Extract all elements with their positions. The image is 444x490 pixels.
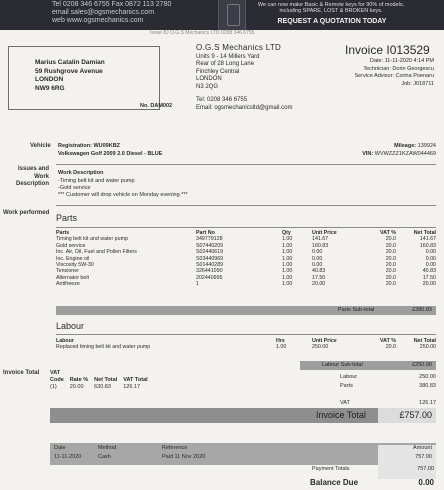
- payment-method: Cash: [98, 454, 111, 460]
- cell: Timing belt kit and water pump: [56, 236, 128, 243]
- cell: 20.0: [385, 255, 396, 262]
- col-header: Code: [50, 377, 64, 383]
- balance-due-value: 0.00: [418, 478, 434, 487]
- cell: S01440289: [196, 262, 224, 269]
- work-description-line: -Timing belt kit and water pump: [58, 178, 135, 184]
- cell: 1.00: [276, 344, 287, 351]
- work-description-line: -Gold service: [58, 185, 91, 191]
- invoice-total-bar: [50, 408, 436, 423]
- summary-label: VAT: [340, 400, 350, 406]
- cell: 20.00: [422, 281, 436, 288]
- cell: 126.17: [123, 384, 141, 390]
- summary-row: [300, 399, 436, 408]
- col-header: Labour: [56, 338, 74, 344]
- customer-address-line: LONDON: [35, 76, 64, 83]
- cell: 20.0: [385, 268, 396, 275]
- invoice-job: Job: J018711: [401, 80, 434, 87]
- mileage-value: 139924: [417, 143, 436, 149]
- cell: S03440969: [196, 255, 224, 262]
- cell: 20.0: [385, 262, 396, 269]
- invoice-total-side-label: Invoice Total: [3, 370, 40, 376]
- cell: Tensioner: [56, 268, 79, 275]
- col-header: Method: [98, 445, 117, 451]
- payment-totals-value: 757.00: [417, 466, 434, 472]
- col-header: VAT Total: [123, 377, 148, 383]
- cell: 20.0: [385, 281, 396, 288]
- vat-breakdown: [50, 370, 154, 391]
- cell: 20.00: [312, 281, 326, 288]
- invoice-technician: Technician: Dorin Georgescu: [363, 65, 434, 72]
- parts-heading: Parts: [56, 213, 78, 223]
- contact-line: email sales@ogsmechanics.com: [52, 9, 155, 16]
- cell: 20.0: [385, 344, 396, 351]
- divider: [56, 334, 436, 335]
- payment-amount-column: [378, 445, 436, 479]
- cell: S07440209: [196, 242, 224, 249]
- col-header: Net Total: [413, 230, 436, 236]
- cell: Gold service: [56, 242, 86, 249]
- customer-name: Marius Catalin Damian: [35, 59, 105, 66]
- letterhead-banner: [0, 0, 444, 30]
- cell: 20.0: [385, 249, 396, 256]
- payment-totals-label: Payment Totals: [312, 466, 350, 472]
- col-header: VAT %: [380, 230, 396, 236]
- labour-subtotal-label: Labour Sub-total: [322, 362, 363, 368]
- table-row: [50, 384, 154, 391]
- cell: 0.00: [312, 255, 323, 262]
- cell: 326441090: [196, 268, 223, 275]
- cell: 202440995: [196, 274, 223, 281]
- labour-table: [56, 338, 436, 351]
- cell: 1.00: [282, 274, 293, 281]
- vat-header-row: [50, 377, 154, 384]
- cell: 1: [196, 281, 199, 288]
- cell: (1): [50, 384, 57, 390]
- col-header: Part No: [196, 230, 215, 236]
- company-block: [196, 44, 292, 112]
- invoice-meta: [330, 58, 434, 88]
- cell: 20.0: [385, 274, 396, 281]
- col-header: Qty: [282, 230, 291, 236]
- col-header: Amount: [413, 445, 432, 451]
- cell: 1.00: [282, 281, 293, 288]
- cell: 1.00: [282, 236, 293, 243]
- invoice-date: Date: 11-11-2020 4:14 PM: [369, 58, 434, 64]
- col-header: Net Total: [94, 377, 118, 383]
- summary-label: Parts: [340, 383, 353, 389]
- cell: 20.0: [385, 242, 396, 249]
- cell: 0.00: [425, 262, 436, 269]
- company-email: Email: ogsmechanicsltd@gmail.com: [196, 104, 293, 111]
- parts-subtotal-bar: [56, 306, 436, 315]
- vehicle-label: Vehicle: [30, 143, 51, 149]
- cell: Antifreeze: [56, 281, 80, 288]
- invoice-advisor: Service Advisor: Corina Poenaru: [354, 73, 434, 79]
- divider: [56, 205, 436, 206]
- payment-reference: Paid 11 Nov 2020: [162, 454, 206, 460]
- letterhead-subline: Issue 8J O.G.S Mechanics LTD 0208 346 6755: [150, 30, 255, 36]
- cell: 20.00: [69, 384, 84, 390]
- cell: S02440619: [196, 249, 224, 256]
- work-description-line: *** Customer will drop vehicle on Monday evening ***: [58, 192, 188, 198]
- cell: 1.00: [282, 249, 293, 256]
- payments-table: [50, 443, 436, 465]
- key-fob-image: [218, 0, 246, 30]
- vehicle-registration: Registration: WU09KBZ: [58, 143, 121, 149]
- payment-date: 11-11-2020: [54, 454, 82, 460]
- contact-line: Tel 0208 346 6755 Fax 0872 113 2780: [52, 1, 172, 8]
- company-address-line: Rear of 28 Long Lane: [196, 61, 255, 67]
- summary-row: [300, 382, 436, 391]
- request-quotation-banner: REQUEST A QUOTATION TODAY: [277, 18, 387, 25]
- parts-table: [56, 230, 436, 288]
- cell: 40.83: [422, 268, 436, 275]
- divider: [56, 227, 436, 228]
- customer-number: No. DAM002: [140, 103, 173, 109]
- cell: Inc. Engine oil: [56, 255, 90, 262]
- customer-postcode: NW9 6RG: [35, 84, 65, 92]
- customer-address-box: [8, 46, 160, 110]
- col-header: Rate %: [69, 377, 89, 383]
- cell: 1.00: [282, 255, 293, 262]
- col-header: Date: [54, 445, 66, 451]
- balance-due-label: Balance Due: [310, 478, 359, 487]
- table-row: [56, 344, 436, 350]
- cell: 160.83: [312, 242, 329, 249]
- cell: 141.67: [312, 236, 329, 243]
- table-row: [56, 281, 436, 287]
- cell: 0.00: [425, 255, 436, 262]
- vat-title: VAT: [50, 370, 61, 376]
- invoice-total-value: £757.00: [378, 408, 436, 423]
- cell: Inc. Air, Oil, Fuel and Pollen Filters: [56, 249, 137, 256]
- col-header: Net Total: [413, 338, 436, 344]
- summary-value: 380.83: [419, 383, 436, 389]
- cell: 1.00: [282, 268, 293, 275]
- cell: 0.00: [425, 249, 436, 256]
- contact-line: web www.ogsmechanics.com: [52, 17, 144, 24]
- cell: 349779128: [196, 236, 223, 243]
- work-performed-label: Work performed: [3, 210, 50, 216]
- cell: Alternator belt: [56, 274, 89, 281]
- summary-row: [300, 373, 436, 382]
- labour-subtotal-value: £250.00: [412, 362, 432, 368]
- parts-subtotal-label: Parts Sub-total: [338, 307, 375, 313]
- summary-value: 126.17: [419, 400, 436, 406]
- parts-subtotal-value: £380.83: [412, 307, 432, 313]
- cell: 20.0: [385, 236, 396, 243]
- summary-value: 250.00: [419, 374, 436, 380]
- cell: 1.00: [282, 262, 293, 269]
- cell: Viscosity 5W-30: [56, 262, 94, 269]
- company-name: O.G.S Mechanics LTD: [196, 43, 282, 52]
- company-address-line: Units 9 - 14 Millers Yard: [196, 53, 260, 60]
- col-header: Hrs: [276, 338, 285, 344]
- cell: 17.50: [422, 274, 436, 281]
- vehicle-block: [58, 142, 436, 158]
- cell: 141.67: [419, 236, 436, 243]
- cell: 40.83: [312, 268, 326, 275]
- payment-amount: 757.00: [415, 454, 432, 460]
- divider: [56, 164, 436, 165]
- vehicle-model: Volkswagen Golf 2009 2.0 Diesel - BLUE: [58, 151, 163, 157]
- work-description-heading: Work Description: [58, 170, 104, 176]
- contact-block: [52, 1, 171, 25]
- summary-label: Labour: [340, 374, 358, 380]
- cell: 250.00: [312, 344, 329, 351]
- invoice-total-label: Invoice Total: [316, 410, 366, 420]
- vin-label: VIN:: [362, 151, 374, 157]
- vat-table: [50, 377, 154, 391]
- totals-summary: [300, 373, 436, 408]
- col-header: Parts: [56, 230, 70, 236]
- company-tel: Tel: 0208 346 6755: [196, 97, 248, 103]
- mileage-label: Mileage:: [394, 143, 417, 149]
- work-description: [58, 170, 188, 199]
- company-address-line: Finchley Central: [196, 68, 240, 75]
- company-address-line: N3 2QG: [196, 83, 219, 90]
- invoice-title: Invoice I013529: [345, 43, 430, 57]
- company-address-line: LONDON: [196, 76, 222, 82]
- labour-subtotal-bar: [300, 361, 436, 370]
- promo-text: We can now make Basic & Remote keys for 90% of models, including SPARE, LOST & BROKEN keys.: [257, 2, 405, 14]
- vehicle-right: [362, 142, 436, 158]
- cell: 0.00: [312, 249, 323, 256]
- cell: 0.00: [312, 262, 323, 269]
- col-header: VAT %: [380, 338, 396, 344]
- col-header: Unit Price: [312, 230, 337, 236]
- labour-heading: Labour: [56, 321, 85, 331]
- cell: 160.83: [419, 242, 436, 249]
- cell: 17.50: [312, 274, 326, 281]
- col-header: Unit Price: [312, 338, 337, 344]
- cell: 1.00: [282, 242, 293, 249]
- cell: Replaced timing belt kit and water pump: [56, 344, 151, 351]
- col-header: Reference: [162, 445, 188, 451]
- cell: 250.00: [419, 344, 436, 351]
- vin-value: WVWZZZ1KZAW044469: [374, 151, 436, 157]
- cell: 630.83: [94, 384, 111, 390]
- issues-label: Issues and Work Description: [15, 166, 49, 187]
- customer-address-line: 59 Rushgrove Avenue: [35, 67, 103, 75]
